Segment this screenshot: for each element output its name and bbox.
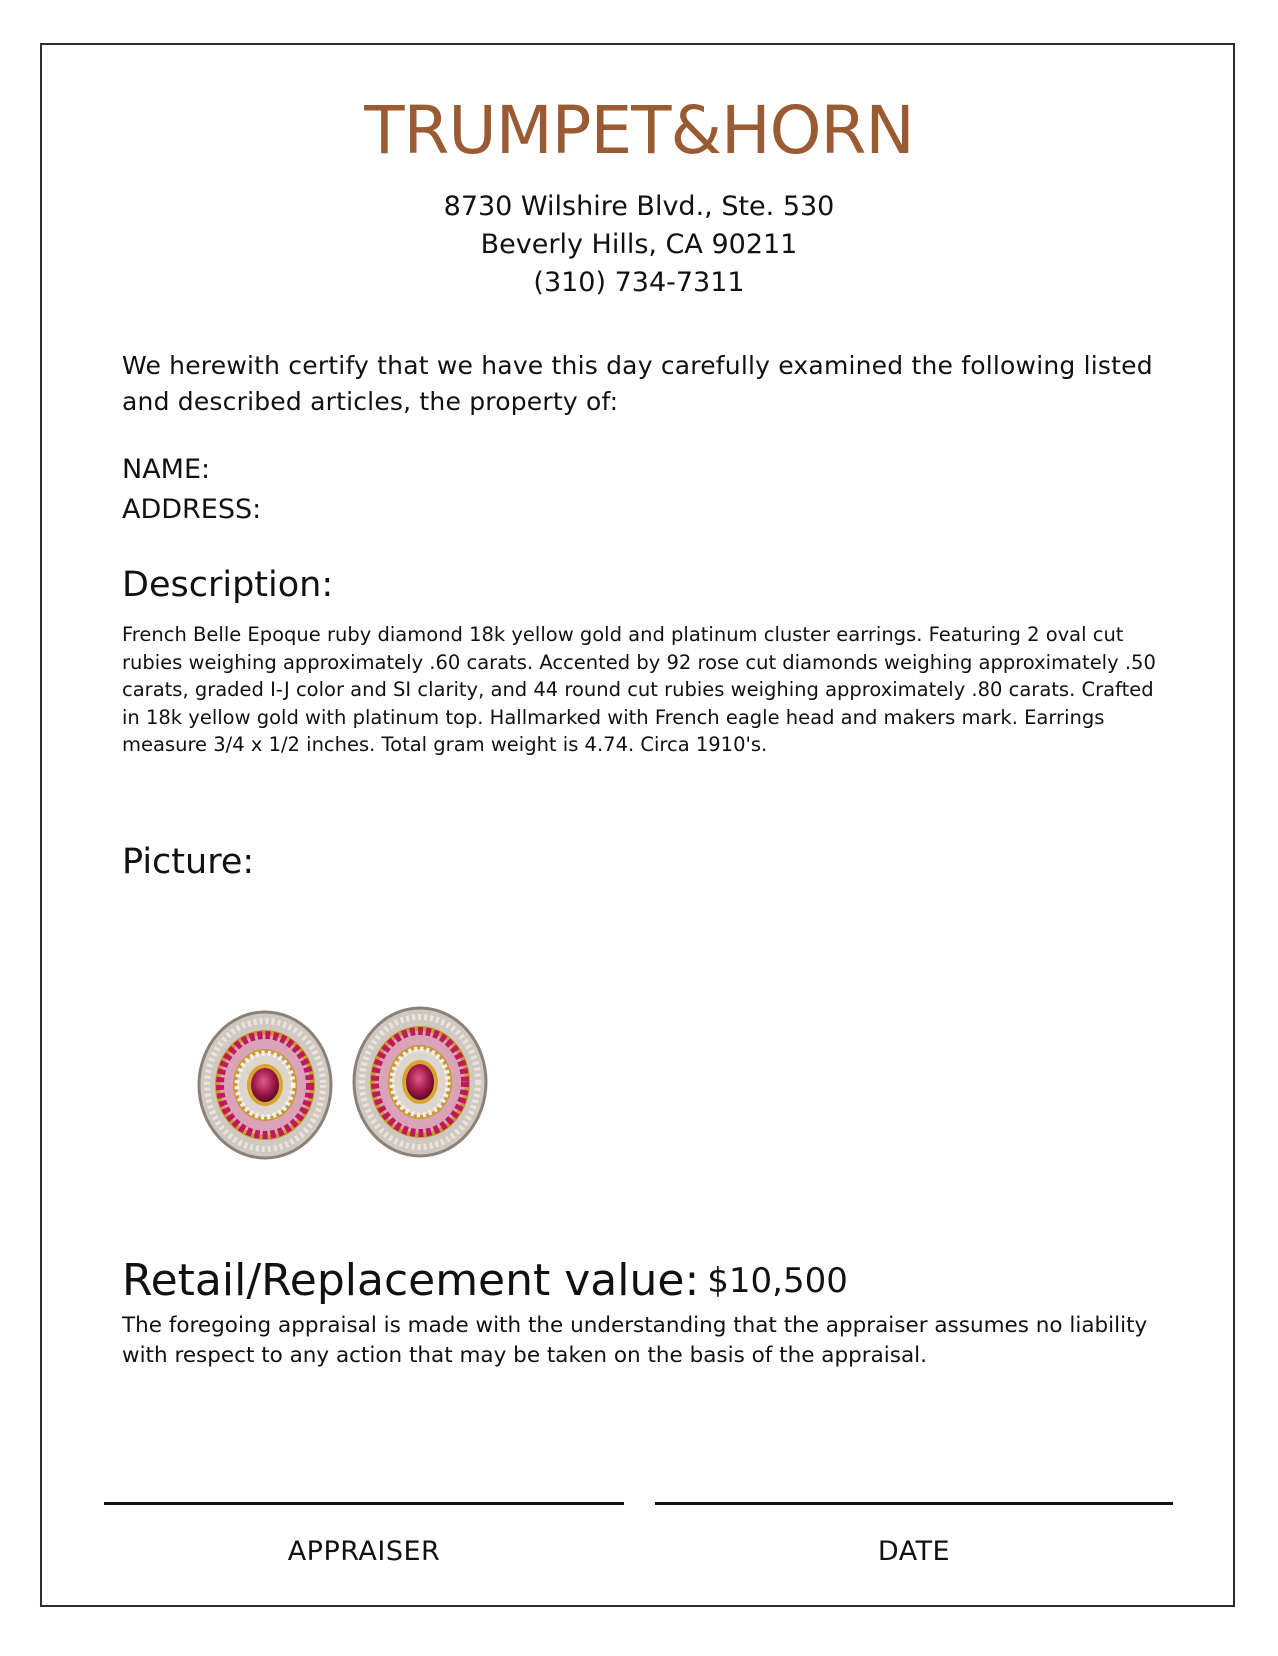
picture-heading: Picture: (122, 842, 255, 882)
name-label: NAME: (122, 454, 211, 485)
right-earring (354, 1008, 486, 1156)
address-line-1: 8730 Wilshire Blvd., Ste. 530 (443, 191, 835, 222)
address-line-2: Beverly Hills, CA 90211 (480, 229, 798, 260)
description-heading: Description: (122, 565, 334, 605)
earrings-photo (190, 1000, 500, 1170)
phone-number: (310) 734-7311 (533, 267, 745, 298)
date-signature-line (655, 1502, 1173, 1505)
liability-disclaimer: The foregoing appraisal is made with the understanding that the appraiser assumes no liability with respect to any action that may be taken on the basis of the appraisal. (122, 1313, 1148, 1368)
brand-logo: TRUMPET&HORN (364, 92, 914, 169)
left-earring (199, 1012, 331, 1158)
appraiser-signature-line (104, 1502, 624, 1505)
retail-value (122, 1255, 848, 1306)
description-text: French Belle Epoque ruby diamond 18k yellow gold and platinum cluster earrings. Featuring 2 oval cut rubies weighing approximately .60 carats. Accented by 92 rose cut diamonds weighing approximately .50 carats, graded I-J color and SI clarity, and 44 round cut rubies weighing approximately .80 carats. Crafted in 18k yellow gold with platinum top. Hallmarked with French eagle head and makers mark. Earrings measure 3/4 x 1/2 inches. Total gram weight is 4.74. Circa 1910's. (122, 623, 1156, 757)
value-label: Retail/Replacement value: (122, 1255, 700, 1306)
value-amount: $10,500 (707, 1261, 848, 1301)
address-label: ADDRESS: (122, 494, 262, 525)
owner-fields (122, 450, 261, 530)
date-label: DATE (877, 1536, 951, 1567)
certification-statement: We herewith certify that we have this day carefully examined the following listed and described articles, the property of: (122, 351, 1153, 416)
business-address (0, 188, 1278, 302)
appraiser-label: APPRAISER (287, 1536, 441, 1567)
